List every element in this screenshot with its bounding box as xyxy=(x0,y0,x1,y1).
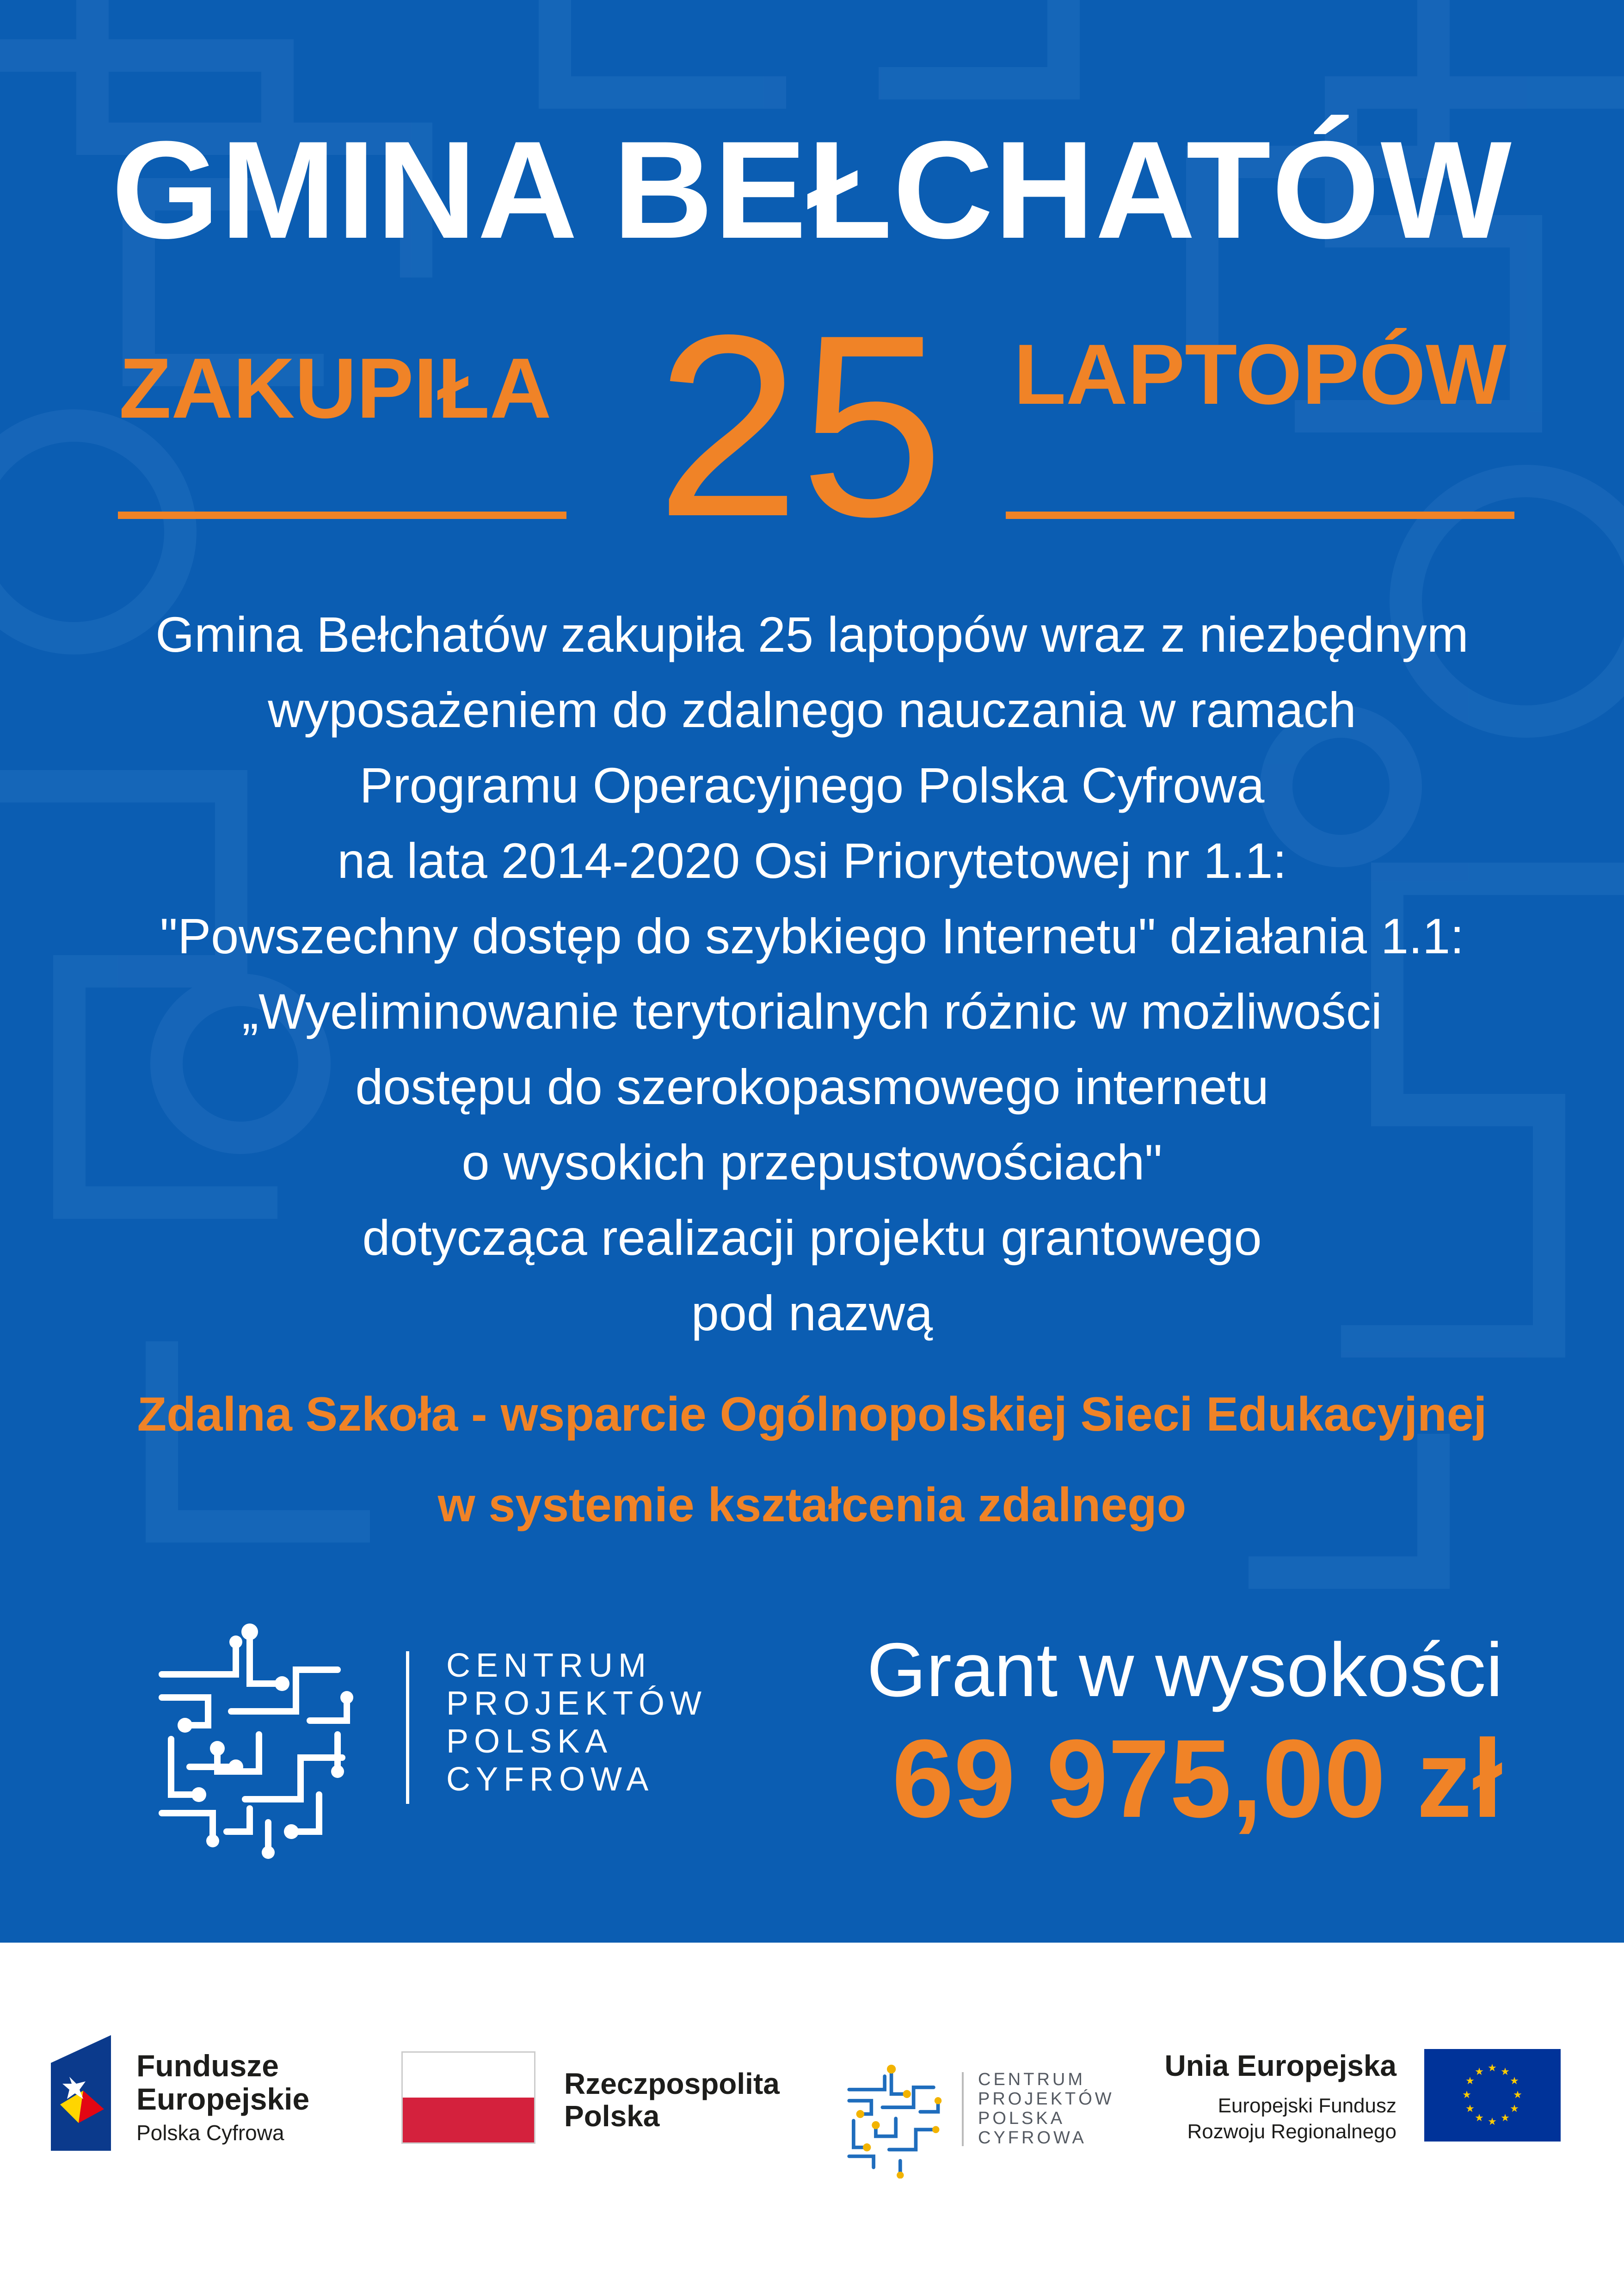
fundusze-europejskie-logo-icon xyxy=(51,2035,111,2151)
logo-divider xyxy=(406,1651,409,1804)
ue-subtitle-line: Europejski Fundusz xyxy=(1218,2094,1396,2117)
wordmark-line: PROJEKTÓW xyxy=(446,1685,707,1722)
svg-text:★: ★ xyxy=(1510,2075,1519,2087)
unia-europejska-title: Unia Europejska xyxy=(1164,2049,1396,2082)
svg-text:★: ★ xyxy=(1465,2075,1475,2087)
orange-divider-left xyxy=(118,512,566,519)
description-line: pod nazwą xyxy=(691,1285,933,1341)
wordmark-line: POLSKA xyxy=(446,1723,613,1760)
orange-divider-right xyxy=(1006,512,1514,519)
polish-flag-icon xyxy=(401,2051,535,2144)
fe-title-line: Fundusze xyxy=(136,2049,279,2083)
project-name-line: Zdalna Szkoła - wsparcie Ogólnopolskiej Sieci Edukacyjnej xyxy=(137,1388,1487,1441)
laptop-count: 25 xyxy=(656,281,944,570)
description-paragraph xyxy=(92,597,1532,1351)
svg-text:★: ★ xyxy=(1510,2103,1519,2115)
project-name xyxy=(69,1369,1555,1550)
small-wordmark-line: POLSKA xyxy=(978,2109,1065,2128)
svg-text:★: ★ xyxy=(1462,2089,1471,2101)
poster-title: GMINA BEŁCHATÓW xyxy=(111,112,1513,267)
fe-title-line: Europejskie xyxy=(136,2082,310,2116)
small-wordmark-line: PROJEKTÓW xyxy=(978,2089,1114,2109)
svg-text:★: ★ xyxy=(1513,2089,1522,2101)
svg-text:★: ★ xyxy=(1501,2112,1510,2124)
small-wordmark-line: CYFROWA xyxy=(978,2128,1087,2148)
small-wordmark-line: CENTRUM xyxy=(978,2070,1085,2089)
wordmark-line: CYFROWA xyxy=(446,1761,654,1798)
description-line: dostępu do szerokopasmowego internetu xyxy=(355,1059,1269,1115)
rp-title-line: Polska xyxy=(564,2099,660,2133)
centrum-projektow-logo-icon xyxy=(143,1619,361,1859)
fundusze-europejskie-title xyxy=(136,2049,309,2116)
rp-title-line: Rzeczpospolita xyxy=(564,2067,780,2100)
ue-subtitle-line: Rozwoju Regionalnego xyxy=(1187,2120,1396,2143)
centrum-projektow-small-logo-icon xyxy=(837,2063,948,2179)
wordmark-line: CENTRUM xyxy=(446,1647,652,1684)
project-name-line: w systemie kształcenia zdalnego xyxy=(437,1478,1187,1532)
svg-text:★: ★ xyxy=(1501,2066,1510,2078)
description-line: dotycząca realizacji projektu grantowego xyxy=(362,1210,1262,1265)
description-line: o wysokich przepustowościach" xyxy=(461,1134,1163,1190)
description-line: "Powszechny dostęp do szybkiego Internetu" działania 1.1: xyxy=(160,908,1464,964)
description-line: Programu Operacyjnego Polska Cyfrowa xyxy=(359,757,1265,813)
centrum-projektow-wordmark xyxy=(446,1647,707,1798)
grant-amount: 69 975,00 zł xyxy=(892,1716,1503,1840)
svg-text:★: ★ xyxy=(1465,2103,1475,2115)
svg-text:★: ★ xyxy=(1488,2062,1497,2074)
description-line: „Wyeliminowanie terytorialnych różnic w możliwości xyxy=(242,983,1382,1039)
unia-europejska-subtitle xyxy=(1119,2093,1396,2145)
small-logo-divider xyxy=(962,2072,964,2146)
centrum-projektow-small-wordmark xyxy=(978,2070,1114,2148)
svg-text:★: ★ xyxy=(1475,2112,1484,2124)
description-line: na lata 2014-2020 Osi Priorytetowej nr 1.1: xyxy=(337,833,1287,889)
grant-label: Grant w wysokości xyxy=(867,1627,1503,1712)
subtitle-right: LAPTOPÓW xyxy=(1014,327,1507,422)
description-line: Gmina Bełchatów zakupiła 25 laptopów wraz z niezbędnym xyxy=(155,606,1469,662)
fundusze-europejskie-subtitle: Polska Cyfrowa xyxy=(136,2121,284,2145)
rzeczpospolita-polska-title xyxy=(564,2068,780,2132)
eu-flag-icon xyxy=(1424,2049,1561,2142)
svg-text:★: ★ xyxy=(1475,2066,1484,2078)
svg-text:★: ★ xyxy=(1488,2116,1497,2128)
subtitle-left: ZAKUPIŁA xyxy=(119,341,552,436)
description-line: wyposażeniem do zdalnego nauczania w ramach xyxy=(268,682,1356,738)
